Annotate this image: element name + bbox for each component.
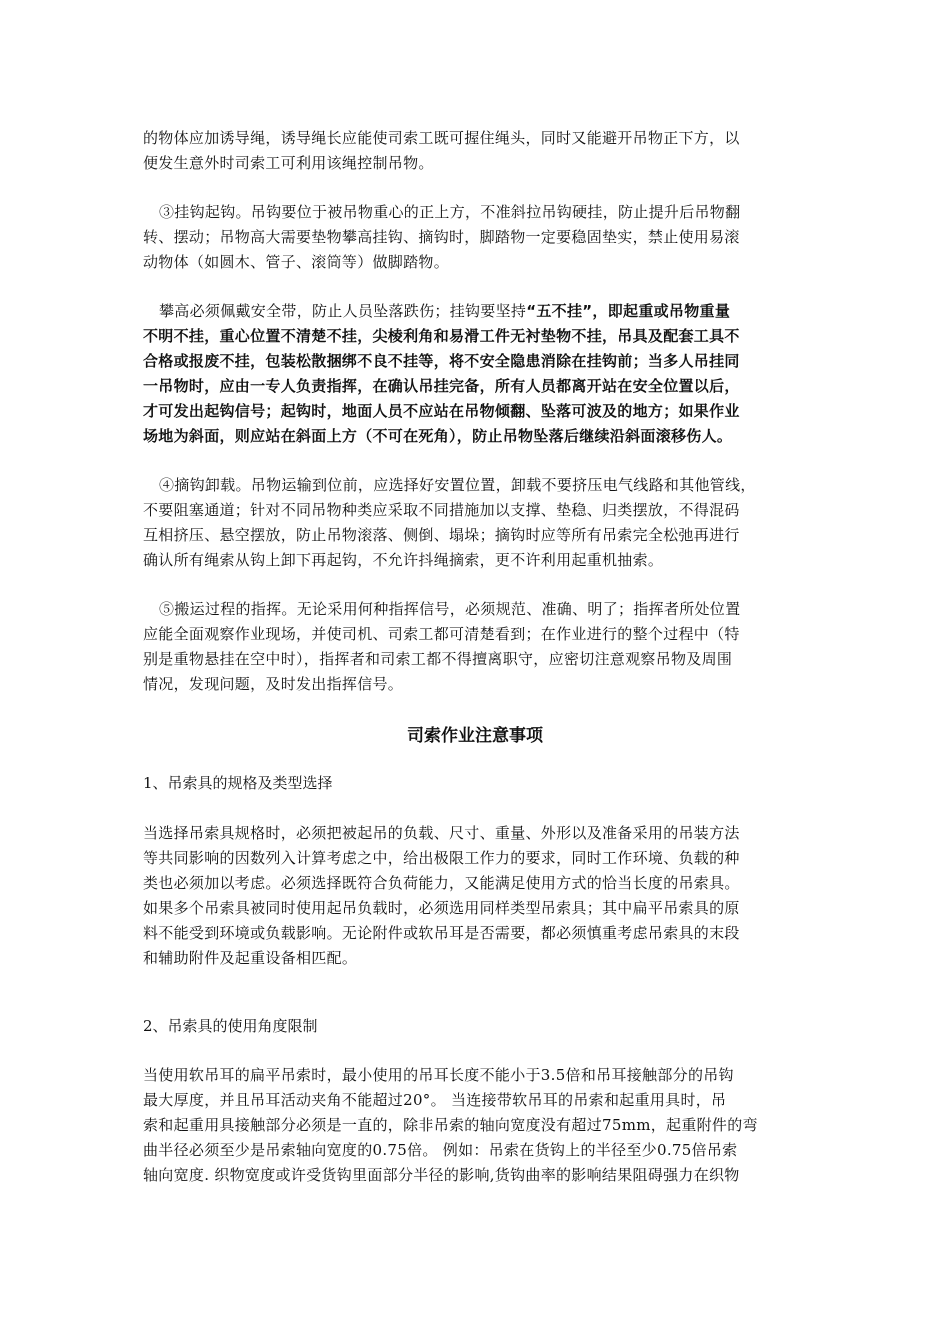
text-line: ⑤搬运过程的指挥。无论采用何种指挥信号，必须规范、准确、明了；指挥者所处位置 bbox=[159, 600, 741, 618]
text-line: 如果多个吊索具被同时使用起吊负载时，必须选用同样类型吊索具；其中扁平吊索具的原 bbox=[143, 899, 740, 917]
text-line: 等共同影响的因数列入计算考虑之中，给出极限工作力的要求，同时工作环境、负载的种 bbox=[143, 849, 740, 867]
text-line: 确认所有绳索从钩上卸下再起钩，不允许抖绳摘索，更不许利用起重机抽索。 bbox=[143, 551, 664, 569]
text-line: 料不能受到环境或负载影响。无论附件或软吊耳是否需要，都必须慎重考虑吊索具的末段 bbox=[143, 924, 740, 942]
text-line: 类也必须加以考虑。必须选择既符合负荷能力，又能满足使用方式的恰当长度的吊索具。 bbox=[143, 874, 740, 892]
text-line: 互相挤压、悬空摆放，防止吊物滚落、侧倒、塌垛；摘钩时应等所有吊索完全松弛再进行 bbox=[143, 526, 740, 544]
text-line-bold: 一吊物时，应由一专人负责指挥，在确认吊挂完备，所有人员都离开站在安全位置以后， bbox=[143, 377, 740, 395]
text-line: 和辅助附件及起重设备相匹配。 bbox=[143, 949, 358, 967]
text-line bbox=[143, 299, 811, 324]
text-line: 的物体应加诱导绳，诱导绳长应能使司索工既可握住绳头，同时又能避开吊物正下方，以 bbox=[143, 129, 740, 147]
text-normal: 攀高必须佩戴安全带，防止人员坠落跌伤；挂钩要坚持 bbox=[159, 302, 527, 320]
paragraph-command bbox=[143, 597, 811, 697]
paragraph-spec-selection bbox=[143, 821, 811, 971]
text-line-bold: 才可发出起钩信号；起钩时，地面人员不应站在吊物倾翻、坠落可波及的地方；如果作业 bbox=[143, 402, 740, 420]
paragraph-unhooking bbox=[143, 473, 811, 573]
text-line: 别是重物悬挂在空中时），指挥者和司索工都不得擅离职守，应密切注意观察吊物及周围 bbox=[143, 650, 733, 668]
text-line-bold: 不明不挂，重心位置不清楚不挂，尖棱利角和易滑工件无衬垫物不挂，吊具及配套工具不 bbox=[143, 327, 740, 345]
paragraph-five-no-hang bbox=[143, 299, 811, 449]
text-line: 轴向宽度. 织物宽度或许受货钩里面部分半径的影响,货钩曲率的影响结果阻碍强力在织物 bbox=[143, 1166, 740, 1184]
paragraph-angle-limit bbox=[143, 1063, 811, 1188]
text-line-bold: 场地为斜面，则应站在斜面上方（不可在死角），防止吊物坠落后继续沿斜面滚移伤人。 bbox=[143, 427, 733, 445]
subsection-heading-1: 1、吊索具的规格及类型选择 bbox=[143, 774, 333, 792]
text-line: 动物体（如圆木、管子、滚筒等）做脚踏物。 bbox=[143, 253, 450, 271]
text-line: 转、摆动；吊物高大需要垫物攀高挂钩、摘钩时，脚踏物一定要稳固垫实，禁止使用易滚 bbox=[143, 228, 740, 246]
text-line: 曲半径必须至少是吊索轴向宽度的0.75倍。 例如：吊索在货钩上的半径至少0.75倍吊索 bbox=[143, 1141, 738, 1159]
text-line-bold: 合格或报废不挂，包装松散捆绑不良不挂等，将不安全隐患消除在挂钩前；当多人吊挂同 bbox=[143, 352, 740, 370]
text-line: 便发生意外时司索工可利用该绳控制吊物。 bbox=[143, 154, 434, 172]
section-title: 司索作业注意事项 bbox=[407, 726, 543, 746]
text-line: 最大厚度，并且吊耳活动夹角不能超过20°。 当连接带软吊耳的吊索和起重用具时，吊 bbox=[143, 1091, 727, 1109]
subsection-heading-2: 2、吊索具的使用角度限制 bbox=[143, 1017, 318, 1035]
text-line: 索和起重用具接触部分必须是一直的，除非吊索的轴向宽度没有超过75mm，起重附件的弯 bbox=[143, 1116, 758, 1134]
paragraph-guide-rope bbox=[143, 126, 811, 176]
text-line: 当选择吊索具规格时，必须把被起吊的负载、尺寸、重量、外形以及准备采用的吊装方法 bbox=[143, 824, 740, 842]
text-line: 当使用软吊耳的扁平吊索时，最小使用的吊耳长度不能小于3.5倍和吊耳接触部分的吊钩 bbox=[143, 1066, 734, 1084]
paragraph-hooking bbox=[143, 200, 811, 275]
text-bold: “五不挂”，即起重或吊物重量 bbox=[526, 302, 731, 320]
text-line: ③挂钩起钩。吊钩要位于被吊物重心的正上方，不准斜拉吊钩硬挂，防止提升后吊物翻 bbox=[159, 203, 741, 221]
text-line: 情况，发现问题，及时发出指挥信号。 bbox=[143, 675, 404, 693]
text-line: ④摘钩卸载。吊物运输到位前，应选择好安置位置，卸载不要挤压电气线路和其他管线， bbox=[159, 476, 756, 494]
text-line: 不要阻塞通道；针对不同吊物种类应采取不同措施加以支撑、垫稳、归类摆放，不得混码 bbox=[143, 501, 740, 519]
text-line: 应能全面观察作业现场，并使司机、司索工都可清楚看到；在作业进行的整个过程中（特 bbox=[143, 625, 740, 643]
